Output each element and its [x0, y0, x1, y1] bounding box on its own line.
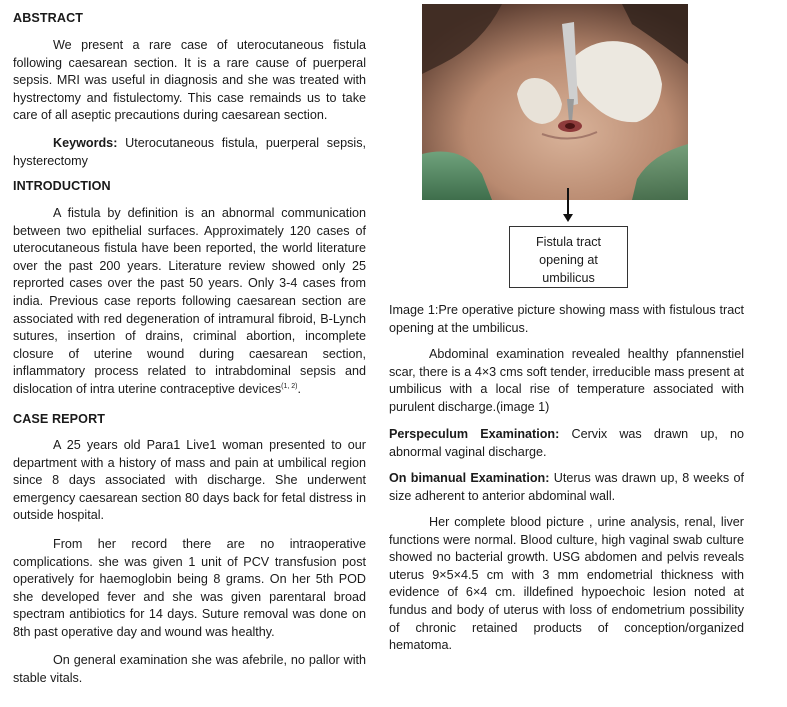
perspeculum-paragraph — [389, 426, 744, 461]
case-report-paragraph-2: From her record there are no intraoperative complications. she was given 1 unit of PCV transfusion post operatively for haemoglobin being 8 grams. On her 5th POD she developed fever and she was given parentaral broad spectram antibiotics for 14 days. Suture removal was done on 8th past operative day and wound was healthy. — [13, 537, 366, 639]
case-report-heading: CASE REPORT — [13, 412, 106, 426]
abstract-heading: ABSTRACT — [13, 11, 84, 25]
perspeculum-label: Perspeculum Examination: — [389, 427, 560, 441]
preoperative-photo-illustration — [422, 4, 688, 200]
abdominal-examination-text: Abdominal examination revealed healthy pfannenstiel scar, there is a 4×3 cms soft tender, irreducible mass present at umbilicus with a local rise of temperature associated with purulent discharge.(image 1) — [389, 347, 744, 414]
keywords-paragraph — [13, 135, 366, 170]
callout-arrow-head — [563, 214, 573, 222]
callout-line-3: umbilicus — [542, 271, 595, 285]
keywords-text: Uterocutaneous fistula, puerperal sepsis, hysterectomy — [13, 136, 366, 168]
introduction-text — [13, 205, 366, 399]
bimanual-paragraph — [389, 470, 744, 505]
perspeculum-text: Cervix was drawn up, no abnormal vaginal discharge. — [389, 427, 744, 459]
introduction-reference: (1, 2) — [281, 382, 298, 390]
case-report-paragraph-1: A 25 years old Para1 Live1 woman presented to our department with a history of mass and pain at umbilical region since 8 days associated with discharge. She underwent emergency caesarean section 80 days back for fetal distress in outside hospital. — [13, 438, 366, 523]
introduction-heading: INTRODUCTION — [13, 179, 111, 193]
figure-caption: Image 1:Pre operative picture showing mass with fistulous tract opening at the umbilicus. — [389, 303, 744, 335]
introduction-end: . — [297, 381, 301, 396]
bimanual-label: On bimanual Examination: — [389, 471, 550, 485]
case-report-paragraph-3: On general examination she was afebrile, no pallor with stable vitals. — [13, 653, 366, 685]
blood-picture-text: Her complete blood picture , urine analysis, renal, liver functions were normal. Blood culture, high vaginal swab culture showed no bacterial growth. USG abdomen and pelvis reveals uterus 9×5×4.5 cm with 3 mm endometrial thickness with evidence of 6×4 cm. illdefined hypoechoic lesion noted at fundus and body of uterus with loss of endometrium possibility of chronic retained products of conception/organized hematoma. — [389, 515, 744, 653]
introduction-body: A fistula by definition is an abnormal communication between two epithelial surfaces. Approximately 120 cases of uterocutaneous fistula have been reported, the world literature over the past 200 years. Literature review showed only 25 reprorted cases over the past 50 years. Only 3-4 cases from india. Previous case reports following caesarean section are associated with red degeneration of intramural fibroid, B-Lynch sutures, insertion of drains, criminal abortion, incomplete closure of uterine wound during caesarean section, inflammatory process related to intrabdominal sepsis and dislocation of intra uterine contraceptive devices — [13, 206, 366, 396]
callout-line-1: Fistula tract — [535, 235, 602, 249]
callout-line-2: opening at — [539, 253, 598, 267]
bimanual-text: Uterus was drawn up, 8 weeks of size adherent to anterior abdominal wall. — [389, 471, 744, 503]
abstract-text: We present a rare case of uterocutaneous fistula following caesarean section. It is a rare cause of puerperal sepsis. MRI was useful in diagnosis and she was treated with hystrectomy and fistulectomy. This case remainds us to take care of all aseptic precautions during caesarean section. — [13, 38, 366, 123]
preoperative-photo — [422, 4, 688, 200]
fistula-callout-box — [509, 226, 628, 288]
keywords-label: Keywords: — [53, 136, 118, 150]
